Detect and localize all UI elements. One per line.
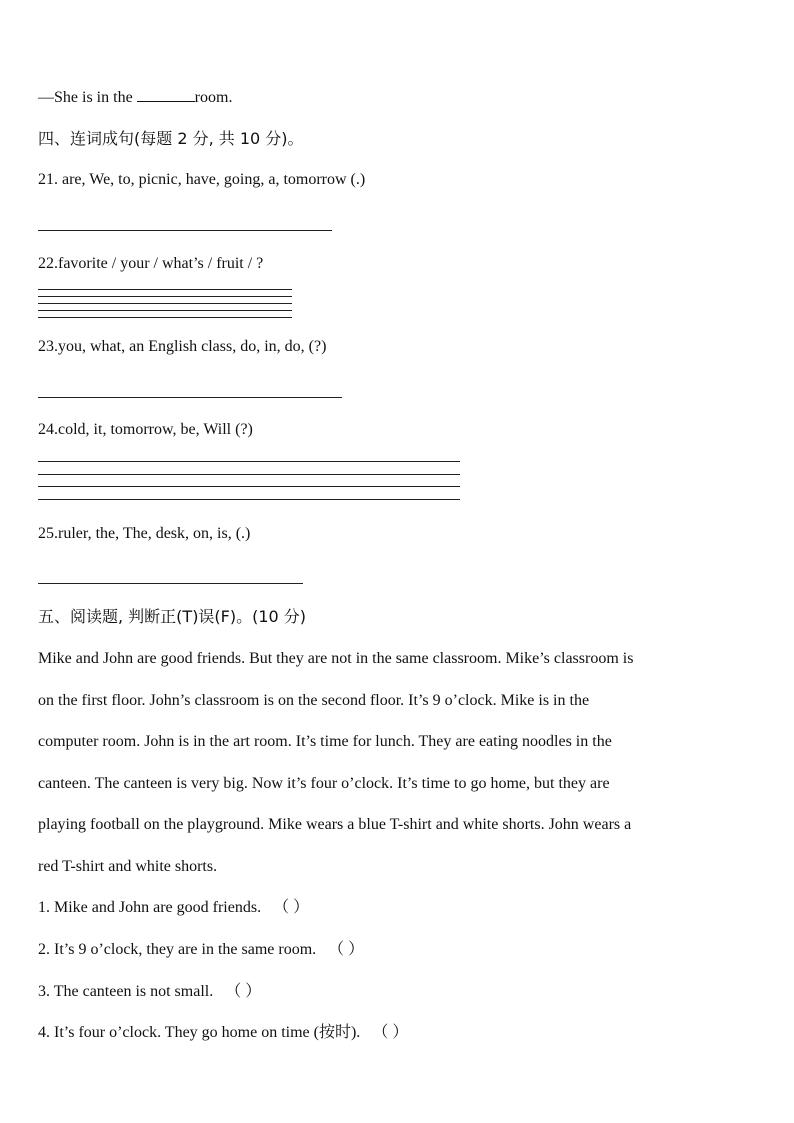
tf-answer-paren[interactable]: （ ） [328,941,365,958]
question-25: 25.ruler, the, The, desk, on, is, (.) [38,525,251,542]
tf-question-3 [38,982,261,1002]
tf-answer-paren[interactable]: （ ） [372,1024,409,1041]
section5-heading: 五、阅读题, 判断正(T)误(F)。(10 分) [38,607,307,626]
tf-question-2 [38,940,364,960]
question-22: 22.favorite / your / what’s / fruit / ? [38,255,264,272]
passage-line: on the first floor. John’s classroom is on the second floor. It’s 9 o’clock. Mike is in the [38,691,590,709]
tf-question-1 [38,898,309,918]
passage-line: computer room. John is in the art room. It’s time for lunch. They are eating noodles in the [38,733,612,751]
answer-rule-23[interactable] [38,397,342,398]
tf-question-4 [38,1023,408,1043]
answer-rule-24c[interactable] [38,486,460,487]
answer-rule-25[interactable] [38,583,303,584]
reading-passage [38,638,738,888]
answer-rule-24a[interactable] [38,461,460,462]
passage-line: Mike and John are good friends. But they are not in the same classroom. Mike’s classroom is [38,650,634,667]
answer-rule-24b[interactable] [38,474,460,475]
section4-heading: 四、连词成句(每题 2 分, 共 10 分)。 [38,129,304,148]
answer-prefix: —She is in the [38,89,137,106]
tf-answer-paren[interactable]: （ ） [273,899,310,916]
answer-line-top [38,87,232,108]
tf-answer-paren[interactable]: （ ） [225,983,262,1000]
passage-line: playing football on the playground. Mike wears a blue T-shirt and white shorts. John wears a [38,816,632,834]
answer-suffix: room. [194,89,233,106]
answer-rule-22e[interactable] [38,317,292,318]
question-21: 21. are, We, to, picnic, have, going, a, tomorrow (.) [38,171,366,188]
question-24: 24.cold, it, tomorrow, be, Will (?) [38,421,253,438]
tf-question-text: 2. It’s 9 o’clock, they are in the same room. [38,941,317,958]
tf-question-text: 4. It’s four o’clock. They go home on time (按时). [38,1024,361,1041]
answer-rule-21[interactable] [38,230,332,231]
passage-line: canteen. The canteen is very big. Now it’s four o’clock. It’s time to go home, but they are [38,774,610,792]
answer-rule-22c[interactable] [38,303,292,304]
tf-question-text: 3. The canteen is not small. [38,983,214,1000]
fill-blank[interactable] [137,87,195,102]
answer-rule-24d[interactable] [38,499,460,500]
answer-rule-22b[interactable] [38,296,292,297]
passage-line: red T-shirt and white shorts. [38,857,218,875]
answer-rule-22d[interactable] [38,310,292,311]
tf-question-text: 1. Mike and John are good friends. [38,899,262,916]
answer-rule-22a[interactable] [38,289,292,290]
question-23: 23.you, what, an English class, do, in, do, (?) [38,338,327,355]
